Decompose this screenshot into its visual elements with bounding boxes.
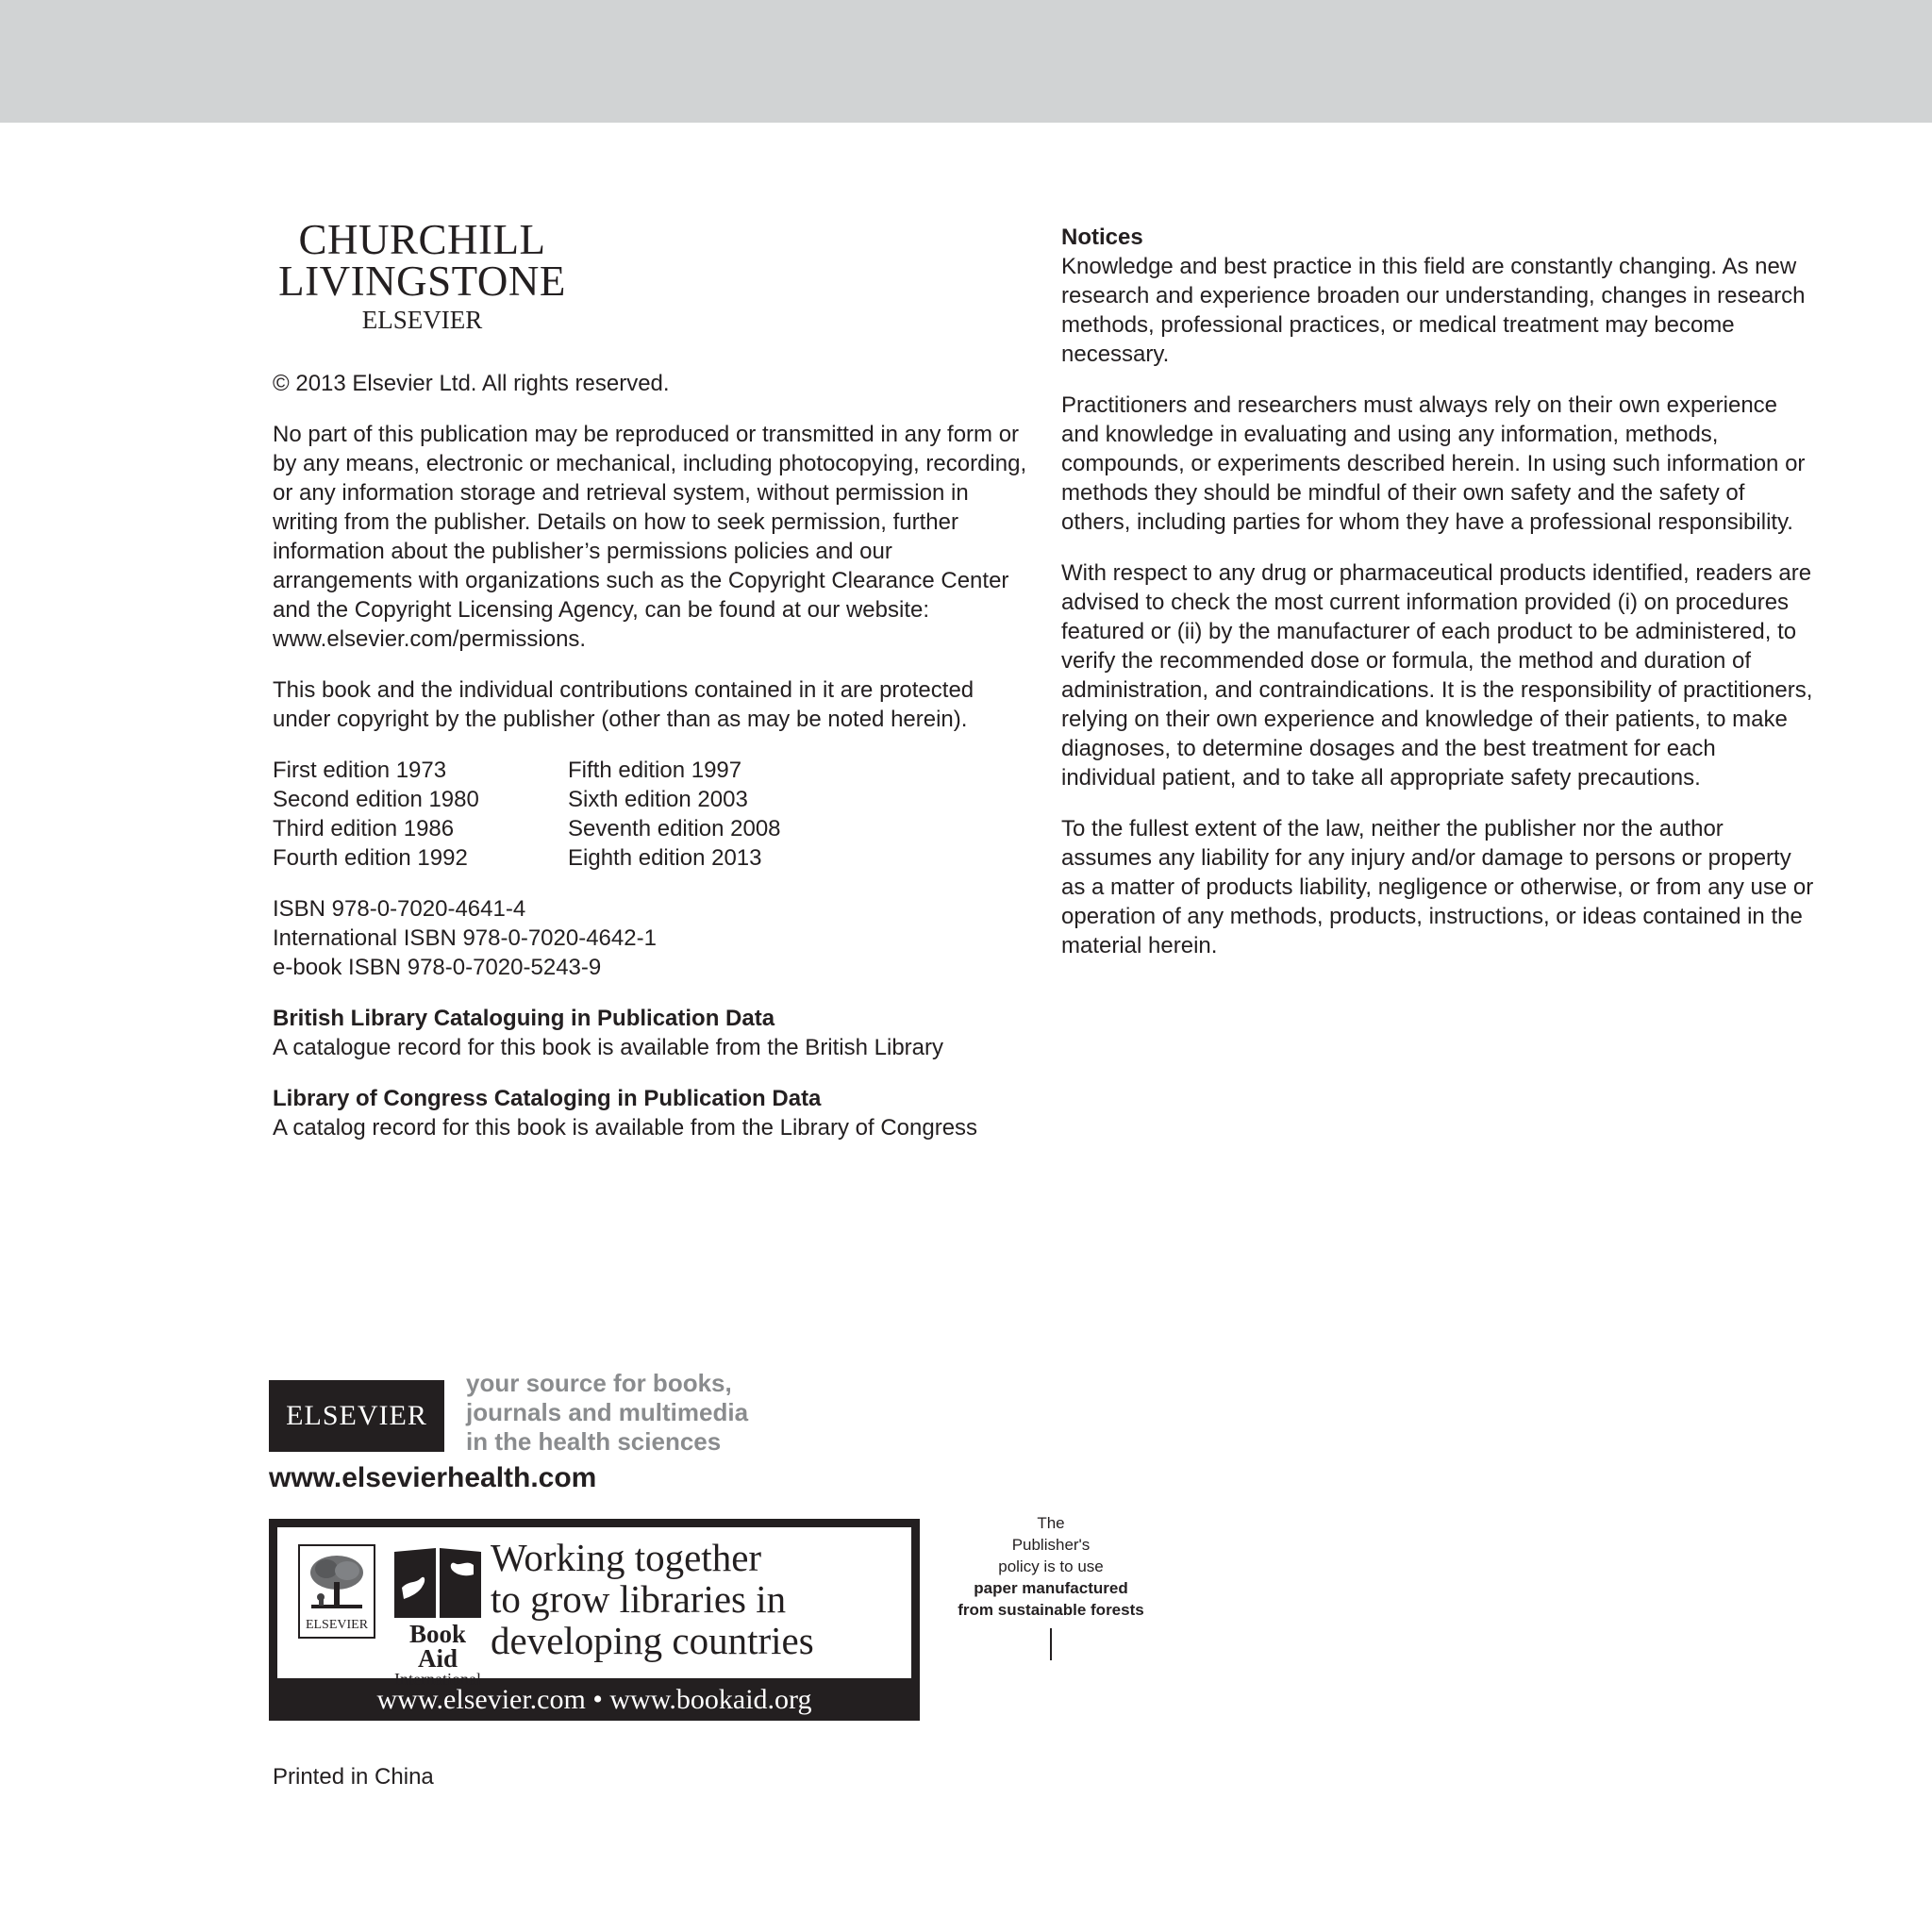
tagline-line: journals and multimedia (466, 1398, 749, 1426)
forest-note-divider (1050, 1628, 1052, 1660)
elsevier-badge: ELSEVIER (269, 1380, 444, 1452)
edition-item: Sixth edition 2003 (568, 787, 748, 812)
forest-note-line: policy is to use (998, 1557, 1104, 1575)
book-aid-panel (277, 1527, 911, 1689)
edition-item: Fourth edition 1992 (273, 845, 468, 871)
permissions-paragraph: No part of this publication may be reproduced or transmitted in any form or by any means, electronic or mechanical, including photocopying, recording, or any information storage and retrieval system, without permission in writing from the publisher. Details on how to seek permission, further information about the publisher’s permissions policies and our arrangements with organizations such as the Copyright Clearance Center and the Copyright Licensing Agency, can be found at our website: www.elsevier.com/permissions. (273, 422, 1027, 652)
book-aid-banner (269, 1519, 920, 1721)
slogan-line: to grow libraries in (491, 1577, 787, 1621)
tagline-line: your source for books, (466, 1369, 732, 1397)
notices-paragraph: To the fullest extent of the law, neither the publisher nor the author assumes any liability for any injury and/or damage to persons or property as a matter of products liability, negligence or otherwise, or from any use or operation of any methods, products, instructions, or ideas contained in the material herein. (1061, 816, 1814, 958)
isbn-item: International ISBN 978-0-7020-4642-1 (273, 925, 657, 951)
edition-item: Third edition 1986 (273, 816, 455, 841)
british-library-text: A catalogue record for this book is available from the British Library (273, 1035, 944, 1060)
elsevier-health-url[interactable]: www.elsevierhealth.com (269, 1462, 597, 1493)
book-aid-subtitle: International (394, 1670, 481, 1689)
printed-in-line: Printed in China (273, 1764, 434, 1790)
churchill-livingstone-logo (269, 216, 575, 336)
top-gray-band (0, 0, 1932, 123)
forest-note-line: from sustainable forests (958, 1601, 1144, 1619)
notices-column (1061, 223, 1816, 982)
book-aid-urls[interactable]: www.elsevier.com • www.bookaid.org (376, 1684, 812, 1715)
elsevier-tree-logo (298, 1544, 375, 1639)
isbn-item: e-book ISBN 978-0-7020-5243-9 (273, 955, 602, 980)
book-aid-title: Book Aid (408, 1620, 467, 1673)
notices-heading: Notices (1061, 225, 1143, 250)
library-of-congress-section (273, 1084, 1027, 1142)
forest-note-line: Publisher's (1011, 1536, 1091, 1554)
edition-item: Eighth edition 2013 (568, 845, 762, 871)
isbn-list (273, 894, 1027, 982)
isbn-item: ISBN 978-0-7020-4641-4 (273, 896, 526, 922)
library-of-congress-heading: Library of Congress Cataloging in Publication Data (273, 1086, 822, 1111)
protection-paragraph: This book and the individual contributions contained in it are protected under copyright by the publisher (other than as may be noted herein). (273, 677, 974, 732)
forest-note-line: paper manufactured (974, 1579, 1128, 1597)
slogan-line: developing countries (491, 1619, 814, 1662)
british-library-section (273, 1004, 1027, 1062)
left-column (273, 369, 1027, 1164)
tagline-line: in the health sciences (466, 1427, 722, 1456)
logo-line-3: ELSEVIER (361, 306, 483, 334)
notices-paragraph: Knowledge and best practice in this field are constantly changing. As new research and experience broaden our understanding, changes in research methods, professional practices, or medical treatment may become necessary. (1061, 254, 1806, 367)
library-of-congress-text: A catalog record for this book is available from the Library of Congress (273, 1115, 978, 1141)
book-aid-slogan (491, 1537, 814, 1661)
logo-line-1: CHURCHILL (298, 216, 546, 263)
elsevier-tagline (466, 1369, 748, 1457)
tree-logo-text: ELSEVIER (305, 1618, 369, 1632)
edition-item: Fifth edition 1997 (568, 758, 742, 783)
forest-note-line: The (1037, 1514, 1065, 1532)
edition-item: First edition 1973 (273, 758, 447, 783)
editions-list (273, 756, 1027, 873)
slogan-line: Working together (491, 1536, 762, 1579)
tree-icon (306, 1552, 368, 1610)
british-library-heading: British Library Cataloguing in Publication Data (273, 1006, 775, 1031)
notices-paragraph: With respect to any drug or pharmaceutical products identified, readers are advised to check the most current information provided (i) on procedures featured or (ii) by the manufacturer of each product to be administered, to verify the recommended dose or formula, the method and duration of administration, and contraindications. It is the responsibility of practitioners, relying on their own experience and knowledge of their patients, to make diagnoses, to determine dosages and the best treatment for each individual patient, and to take all appropriate safety precautions. (1061, 560, 1813, 791)
edition-item: Seventh edition 2008 (568, 816, 781, 841)
logo-line-2: LIVINGSTONE (278, 258, 566, 305)
book-aid-name (391, 1622, 485, 1688)
book-aid-icon (392, 1546, 483, 1620)
copyright-line: © 2013 Elsevier Ltd. All rights reserved. (273, 371, 670, 396)
edition-item: Second edition 1980 (273, 787, 479, 812)
sustainable-forests-note (934, 1512, 1168, 1621)
notices-paragraph: Practitioners and researchers must always rely on their own experience and knowledge in evaluating and using any information, methods, compounds, or experiments described herein. In using such information or methods they should be mindful of their own safety and the safety of others, including parties for whom they have a professional responsibility. (1061, 392, 1806, 535)
